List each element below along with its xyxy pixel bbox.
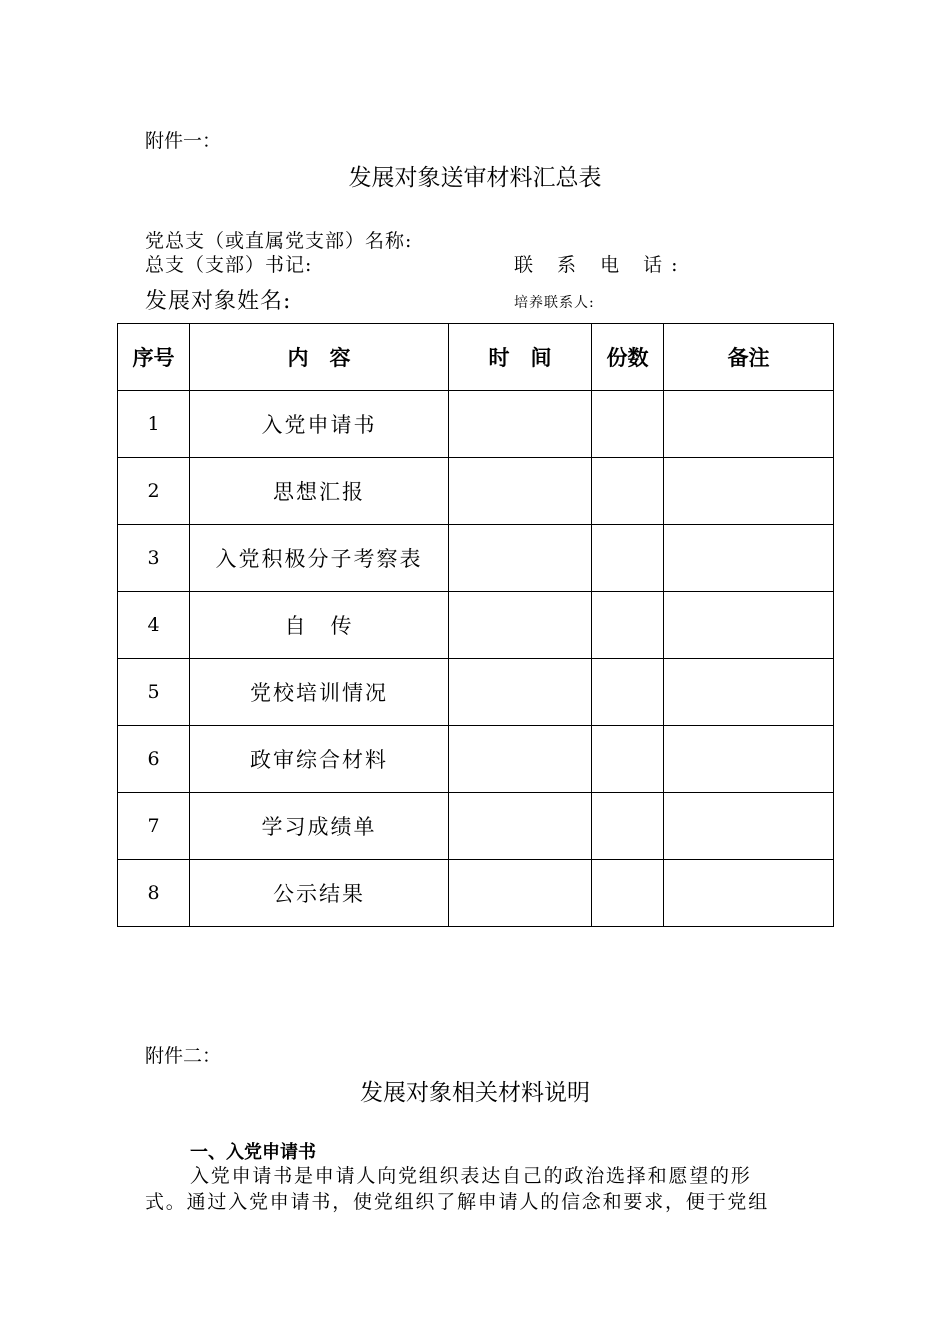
header-copies: 份数 bbox=[592, 324, 664, 391]
row-copies-cell bbox=[592, 391, 664, 458]
row-copies-cell bbox=[592, 860, 664, 927]
table-row bbox=[118, 860, 834, 927]
row-remarks-cell bbox=[664, 592, 834, 659]
table-row bbox=[118, 726, 834, 793]
row-time-cell bbox=[449, 860, 592, 927]
candidate-name-field: 发展对象姓名: bbox=[145, 289, 292, 314]
row-time-cell bbox=[449, 659, 592, 726]
phone-field: 联 系 电 话: bbox=[514, 254, 687, 276]
row-copies-cell bbox=[592, 458, 664, 525]
row-remarks-cell bbox=[664, 525, 834, 592]
row-remarks-cell bbox=[664, 659, 834, 726]
header-time: 时 间 bbox=[449, 324, 592, 391]
row-copies-cell bbox=[592, 793, 664, 860]
row-no: 3 bbox=[118, 525, 190, 592]
branch-name-field: 党总支（或直属党支部）名称: bbox=[145, 230, 413, 252]
row-no: 1 bbox=[118, 391, 190, 458]
row-time-cell bbox=[449, 592, 592, 659]
table-header-row bbox=[118, 324, 834, 391]
row-content: 公示结果 bbox=[190, 860, 449, 927]
row-copies-cell bbox=[592, 592, 664, 659]
table-row bbox=[118, 793, 834, 860]
row-content: 政审综合材料 bbox=[190, 726, 449, 793]
table-row bbox=[118, 592, 834, 659]
table-row bbox=[118, 525, 834, 592]
contact-person-field: 培养联系人: bbox=[514, 295, 595, 311]
row-no: 7 bbox=[118, 793, 190, 860]
row-no: 6 bbox=[118, 726, 190, 793]
row-content: 学习成绩单 bbox=[190, 793, 449, 860]
row-content: 思想汇报 bbox=[190, 458, 449, 525]
row-no: 5 bbox=[118, 659, 190, 726]
header-content: 内 容 bbox=[190, 324, 449, 391]
row-copies-cell bbox=[592, 726, 664, 793]
section-1-paragraph-line-1: 入党申请书是申请人向党组织表达自己的政治选择和愿望的形 bbox=[190, 1165, 752, 1187]
row-remarks-cell bbox=[664, 458, 834, 525]
row-content: 入党积极分子考察表 bbox=[190, 525, 449, 592]
row-no: 2 bbox=[118, 458, 190, 525]
table-row bbox=[118, 659, 834, 726]
table-row bbox=[118, 458, 834, 525]
row-remarks-cell bbox=[664, 391, 834, 458]
row-remarks-cell bbox=[664, 793, 834, 860]
materials-summary-table bbox=[117, 323, 834, 927]
attachment-2-label: 附件二： bbox=[145, 1045, 222, 1067]
table-row bbox=[118, 391, 834, 458]
header-no: 序号 bbox=[118, 324, 190, 391]
section-1-heading: 一、入党申请书 bbox=[190, 1142, 316, 1163]
header-remarks: 备注 bbox=[664, 324, 834, 391]
row-content: 自 传 bbox=[190, 592, 449, 659]
row-time-cell bbox=[449, 525, 592, 592]
attachment-1-title: 发展对象送审材料汇总表 bbox=[348, 165, 602, 191]
row-copies-cell bbox=[592, 659, 664, 726]
row-no: 8 bbox=[118, 860, 190, 927]
row-remarks-cell bbox=[664, 726, 834, 793]
row-content: 入党申请书 bbox=[190, 391, 449, 458]
row-time-cell bbox=[449, 458, 592, 525]
secretary-field: 总支（支部）书记: bbox=[145, 254, 313, 276]
row-copies-cell bbox=[592, 525, 664, 592]
row-time-cell bbox=[449, 391, 592, 458]
row-time-cell bbox=[449, 726, 592, 793]
section-1-paragraph-line-2: 式。通过入党申请书，使党组织了解申请人的信念和要求，便于党组 bbox=[145, 1191, 770, 1213]
row-content: 党校培训情况 bbox=[190, 659, 449, 726]
attachment-2-title: 发展对象相关材料说明 bbox=[360, 1080, 590, 1106]
row-remarks-cell bbox=[664, 860, 834, 927]
row-time-cell bbox=[449, 793, 592, 860]
row-no: 4 bbox=[118, 592, 190, 659]
attachment-1-label: 附件一： bbox=[145, 130, 222, 152]
